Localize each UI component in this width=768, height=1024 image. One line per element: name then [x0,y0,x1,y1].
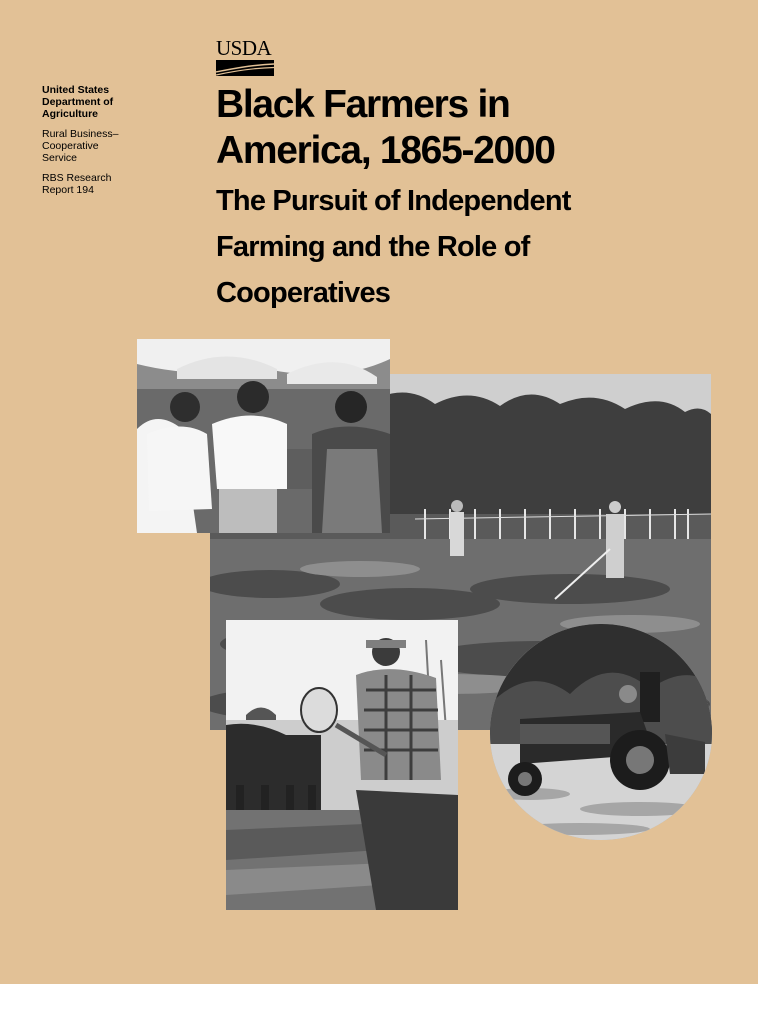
sidebar-agency-info [42,84,182,204]
photo-tractor [490,624,712,840]
usda-logo-text: USDA [216,36,272,60]
service-name: Rural Business– Cooperative Service [42,128,119,164]
usda-logo [216,38,274,78]
usda-swoosh-icon [216,60,274,76]
photo-farmer-plowing [226,620,458,910]
agency-name: United States Department of Agriculture [42,84,114,120]
report-number: RBS Research Report 194 [42,172,112,196]
report-subtitle: The Pursuit of Independent Farming and the Role of Cooperatives [216,185,571,309]
report-title: Black Farmers in America, 1865-2000 [216,83,555,172]
photo-farmers-meeting [137,339,390,533]
